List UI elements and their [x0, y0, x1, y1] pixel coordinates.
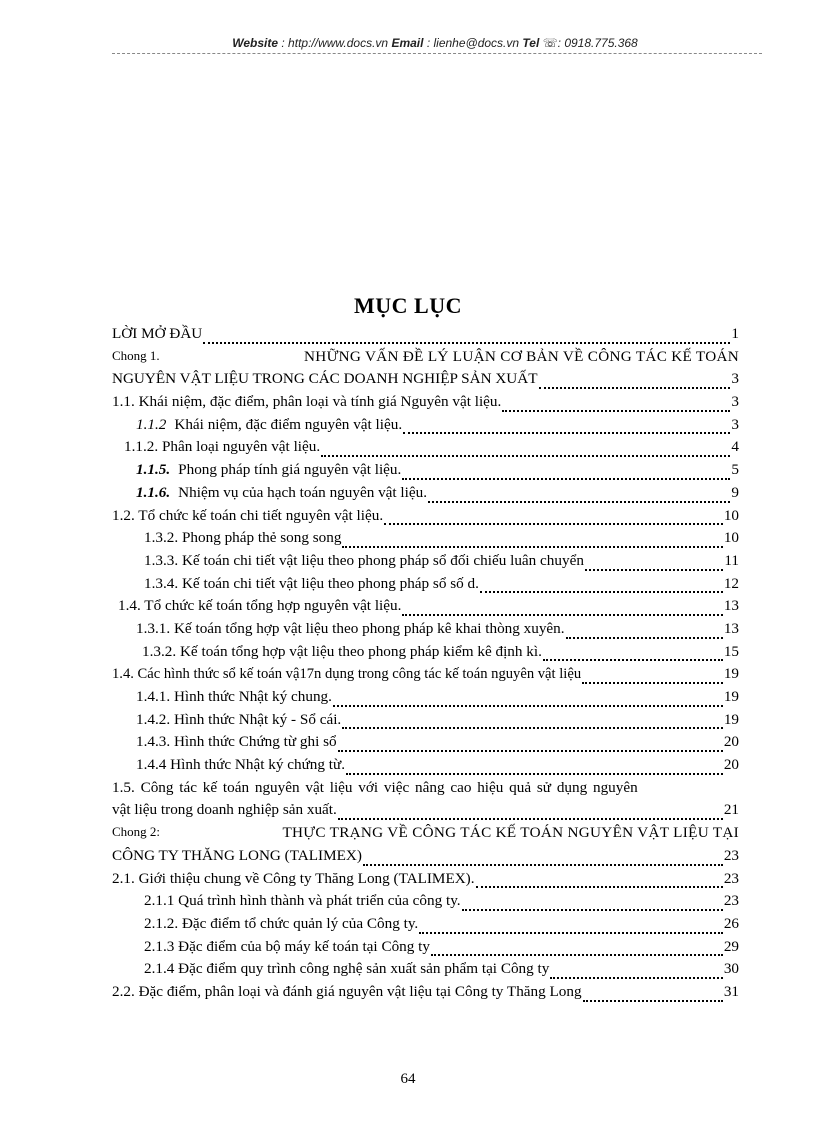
toc-entry[interactable]	[112, 960, 739, 983]
toc-entry[interactable]	[112, 529, 739, 552]
toc-entry[interactable]	[112, 438, 739, 461]
toc-entry-page: 10	[723, 529, 739, 547]
toc-entry-text: 1.4. Tổ chức kế toán tổng hợp nguyên vật liệu.	[118, 597, 402, 615]
toc-entry[interactable]	[112, 575, 739, 598]
dot-leader	[338, 736, 723, 752]
toc-entry-text: 1.3.1. Kế toán tổng hợp vật liệu theo phong pháp kê khai thòng xuyên.	[136, 619, 565, 637]
toc-entry-page: 3	[731, 415, 739, 433]
dot-leader	[419, 918, 723, 934]
dot-leader	[342, 532, 722, 548]
toc-entry[interactable]	[112, 915, 739, 938]
toc-entry-page: 19	[723, 665, 739, 683]
toc-entry-number: 1.1.2	[136, 415, 167, 433]
toc-entry-text: 1.3.3. Kế toán chi tiết vật liệu theo phong pháp sổ đối chiếu luân chuyển	[144, 551, 584, 569]
dot-leader	[462, 895, 723, 911]
website-value[interactable]: : http://www.docs.vn	[281, 36, 389, 50]
toc-entry-text: 1.4.2. Hình thức Nhật ký - Sổ cái.	[136, 710, 342, 728]
toc-entry[interactable]	[112, 756, 739, 779]
toc-entry-page: 23	[723, 869, 739, 887]
toc-entry[interactable]	[112, 870, 739, 893]
toc-entry-page: 31	[723, 982, 739, 1000]
toc-entry-page: 4	[731, 438, 739, 456]
dot-leader	[476, 872, 723, 888]
dot-leader	[550, 963, 722, 979]
toc-entry-page: 30	[723, 960, 739, 978]
email-value[interactable]: : lienhe@docs.vn	[426, 36, 520, 50]
toc-entry-text: vật liệu trong doanh nghiệp sản xuất.	[112, 801, 337, 819]
dot-leader	[402, 600, 722, 616]
toc-entry-page: 23	[723, 846, 739, 864]
dot-leader	[338, 804, 723, 820]
chapter-label: Chong 1.	[112, 347, 160, 363]
toc-entry-page: 26	[723, 914, 739, 932]
toc-entry[interactable]	[112, 688, 739, 711]
toc-entry-page: 19	[723, 688, 739, 705]
toc-entry-text: Khái niệm, đặc điểm nguyên vật liệu.	[174, 415, 403, 433]
toc-entry-text: 1.3.2. Phong pháp thẻ song song	[144, 529, 342, 547]
toc-entry-page: 11	[724, 551, 739, 569]
toc-entry[interactable]	[112, 325, 739, 348]
toc-entry-page: 9	[731, 483, 739, 501]
toc-entry-text: 1.4.3. Hình thức Chứng từ ghi sổ	[136, 733, 337, 751]
toc-entry-page: 21	[723, 801, 739, 819]
toc-entry[interactable]	[112, 370, 739, 393]
page-number: 64	[400, 1071, 416, 1087]
toc-entry[interactable]	[112, 801, 739, 824]
toc-entry[interactable]	[112, 507, 739, 530]
toc-entry[interactable]	[112, 847, 739, 870]
toc-entry-text: 2.1.2. Đặc điểm tổ chức quản lý của Công ty.	[144, 914, 419, 932]
dot-leader	[363, 850, 723, 866]
page-header	[110, 36, 760, 50]
dot-leader	[480, 577, 723, 593]
toc-entry[interactable]	[112, 484, 739, 507]
toc-entry[interactable]	[112, 597, 739, 620]
dot-leader	[543, 645, 723, 661]
dot-leader	[342, 713, 723, 729]
toc-entry[interactable]	[112, 416, 739, 439]
chapter-title: NHỮNG VẤN ĐỀ LÝ LUẬN CƠ BẢN VỀ CÔNG TÁC KẾ TOÁN	[304, 347, 739, 365]
toc-entry[interactable]	[112, 779, 739, 802]
tel-value: : 0918.775.368	[557, 36, 638, 50]
toc-entry-page: 19	[723, 710, 739, 728]
chapter-title: THỰC TRẠNG VỀ CÔNG TÁC KẾ TOÁN NGUYÊN VẬT LIỆU TẠI	[282, 824, 739, 842]
toc-entry-text: 1.5. Công tác kế toán nguyên vật liệu với việc nâng cao hiệu quả sử dụng nguyên	[112, 778, 638, 796]
toc-entry-page: 15	[723, 642, 739, 660]
email-label: Email	[391, 36, 424, 50]
toc-entry-text: 1.1.2. Phân loại nguyên vật liệu.	[124, 438, 321, 456]
toc-entry-text: 2.1.4 Đặc điểm quy trình công nghệ sản xuất sản phẩm tại Công ty	[144, 960, 550, 978]
dot-leader	[582, 668, 723, 684]
toc-entry[interactable]	[112, 938, 739, 961]
dot-leader	[203, 328, 730, 344]
toc-entry[interactable]	[112, 892, 739, 915]
dot-leader	[566, 623, 723, 639]
toc-entry-number: 1.1.5.	[136, 461, 171, 479]
dot-leader	[333, 691, 723, 707]
tel-label: Tel	[522, 36, 540, 50]
toc-entry-page: 23	[723, 892, 739, 910]
dot-leader	[428, 487, 730, 503]
dot-leader	[539, 373, 731, 389]
dot-leader	[384, 509, 723, 525]
toc-entry-text: 1.2. Tổ chức kế toán chi tiết nguyên vật liệu.	[112, 506, 384, 524]
toc-entry[interactable]	[112, 620, 739, 643]
toc-entry-page: 3	[731, 370, 739, 388]
toc-entry-text: 2.2. Đặc điểm, phân loại và đánh giá nguyên vật liệu tại Công ty Thăng Long	[112, 982, 582, 1000]
toc-entry-page: 20	[723, 733, 739, 751]
toc-entry-page: 3	[731, 393, 739, 411]
toc-entry-page: 1	[731, 325, 739, 342]
dot-leader	[585, 555, 723, 571]
dot-leader	[502, 396, 730, 412]
toc-entry-text: 1.3.2. Kế toán tổng hợp vật liệu theo phong pháp kiểm kê định kì.	[142, 642, 542, 660]
toc-entry[interactable]	[112, 665, 739, 688]
toc-entry-page: 13	[723, 597, 739, 615]
toc-entry[interactable]	[112, 393, 739, 416]
toc-entry-page: 5	[731, 461, 739, 479]
toc-entry[interactable]	[112, 643, 739, 666]
dot-leader	[402, 464, 730, 480]
header-divider	[112, 53, 762, 54]
dot-leader	[431, 940, 723, 956]
toc-title: MỤC LỤC	[354, 293, 462, 318]
website-label: Website	[232, 36, 279, 50]
toc-entry-text: 1.1. Khái niệm, đặc điểm, phân loại và tính giá Nguyên vật liệu.	[112, 393, 502, 411]
toc-entry[interactable]	[112, 711, 739, 734]
toc-entry[interactable]	[112, 552, 739, 575]
dot-leader	[346, 759, 723, 775]
toc-entry-text: 1.3.4. Kế toán chi tiết vật liệu theo phong pháp sổ số d.	[144, 574, 479, 592]
toc-entry-page: 13	[723, 619, 739, 637]
toc-entry[interactable]	[112, 733, 739, 756]
toc-entry-text: 1.4.1. Hình thức Nhật ký chung.	[136, 688, 332, 705]
toc-entry-text: 1.4. Các hình thức sổ kế toán vậ17n dụng trong công tác kế toán nguyên vật liệu	[112, 666, 582, 683]
toc-entry-text: 2.1.3 Đặc điểm của bộ máy kế toán tại Công ty	[144, 937, 430, 955]
toc-entry[interactable]	[112, 461, 739, 484]
toc-entry-text: CÔNG TY THĂNG LONG (TALIMEX)	[112, 846, 362, 864]
toc-entry-text: Phong pháp tính giá nguyên vật liệu.	[178, 461, 402, 479]
toc-entry-page: 29	[723, 937, 739, 955]
toc-entry-text: 1.4.4 Hình thức Nhật ký chứng từ.	[136, 756, 346, 774]
chapter-heading[interactable]	[112, 348, 739, 371]
phone-icon: ☏	[542, 36, 558, 50]
chapter-label: Chong 2:	[112, 824, 161, 840]
toc-entry-text: 2.1. Giới thiệu chung về Công ty Thăng Long (TALIMEX).	[112, 869, 475, 887]
dot-leader	[321, 441, 730, 457]
toc-entry-page: 10	[723, 506, 739, 524]
toc-entry-number: 1.1.6.	[136, 483, 171, 501]
dot-leader	[583, 986, 723, 1002]
toc-entry-text: LỜI MỞ ĐẦU	[112, 325, 203, 342]
toc-entry[interactable]	[112, 983, 739, 1006]
table-of-contents	[112, 325, 739, 1006]
dot-leader	[403, 418, 730, 434]
chapter-heading[interactable]	[112, 824, 739, 847]
toc-entry-text: 2.1.1 Quá trình hình thành và phát triển của công ty.	[144, 892, 461, 910]
toc-entry-text: NGUYÊN VẬT LIỆU TRONG CÁC DOANH NGHIỆP SẢN XUẤT	[112, 370, 538, 388]
toc-entry-page: 12	[723, 574, 739, 592]
toc-entry-text: Nhiệm vụ của hạch toán nguyên vật liệu.	[178, 483, 428, 501]
toc-entry-page: 20	[723, 756, 739, 774]
